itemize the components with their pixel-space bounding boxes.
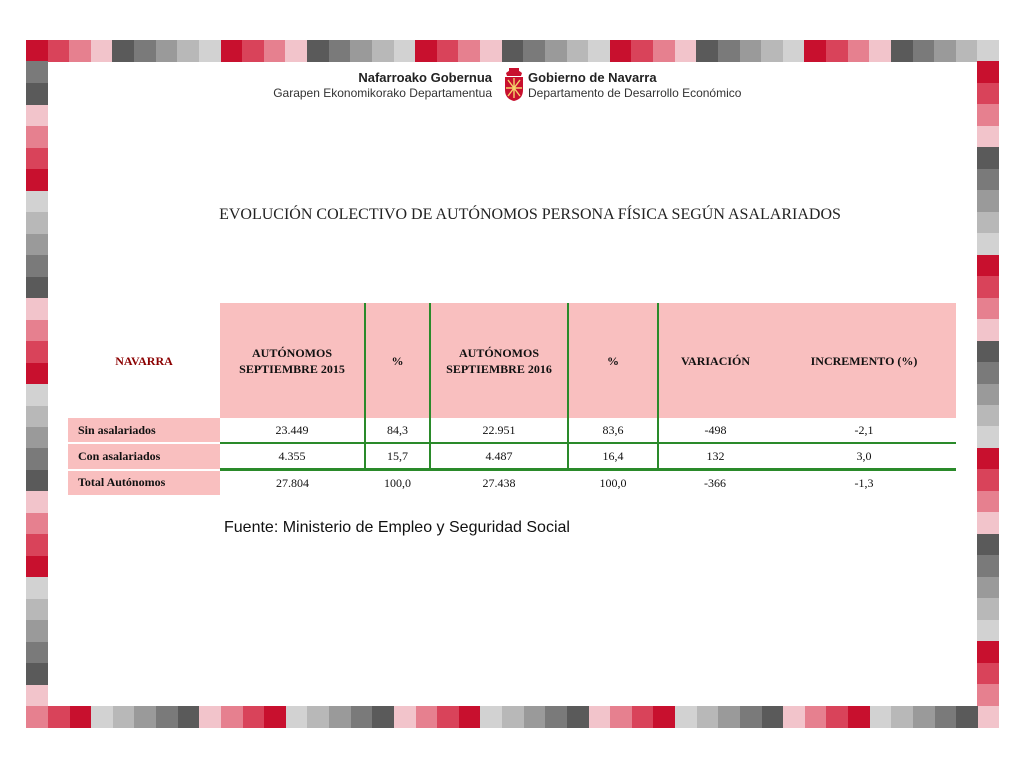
- header-spanish-name: Gobierno de Navarra: [528, 70, 657, 85]
- frame-square: [977, 104, 999, 126]
- row-label: Con asalariados: [68, 443, 220, 470]
- frame-square: [26, 83, 48, 105]
- frame-square: [177, 706, 199, 728]
- frame-square: [977, 83, 999, 105]
- frame-square: [329, 706, 351, 728]
- frame-square: [480, 40, 502, 62]
- frame-square: [740, 40, 762, 62]
- frame-square: [545, 706, 567, 728]
- frame-square: [69, 40, 91, 62]
- source-note: Fuente: Ministerio de Empleo y Seguridad Social: [224, 519, 570, 536]
- frame-square: [221, 706, 243, 728]
- frame-square: [545, 40, 567, 62]
- frame-square: [977, 706, 999, 728]
- frame-square: [480, 706, 502, 728]
- table-row: [68, 443, 956, 470]
- column-header: %: [365, 303, 430, 418]
- frame-square: [696, 40, 718, 62]
- frame-square: [26, 276, 48, 298]
- column-header: AUTÓNOMOS SEPTIEMBRE 2015: [220, 303, 365, 418]
- frame-square: [372, 706, 394, 728]
- frame-square: [977, 684, 999, 706]
- column-header: VARIACIÓN: [658, 303, 772, 418]
- frame-square: [26, 555, 48, 577]
- frame-square: [26, 255, 48, 277]
- frame-square: [199, 706, 221, 728]
- frame-square: [285, 40, 307, 62]
- frame-square: [977, 319, 999, 341]
- frame-square: [977, 255, 999, 277]
- table-cell: 4.355: [220, 443, 365, 470]
- frame-square: [977, 598, 999, 620]
- table-cell: 4.487: [430, 443, 568, 470]
- table-cell: -366: [704, 475, 726, 490]
- frame-square: [242, 706, 264, 728]
- header-spanish-department: Departamento de Desarrollo Económico: [528, 86, 742, 100]
- frame-square: [26, 169, 48, 191]
- row-label: Total Autónomos: [68, 470, 220, 496]
- frame-square: [26, 706, 48, 728]
- frame-square: [977, 233, 999, 255]
- frame-square: [177, 40, 199, 62]
- frame-square: [783, 706, 805, 728]
- frame-square: [26, 384, 48, 406]
- frame-square: [977, 405, 999, 427]
- frame-square: [977, 61, 999, 83]
- frame-square: [26, 298, 48, 320]
- frame-square: [350, 706, 372, 728]
- table-cell: -498: [658, 418, 772, 443]
- table-cell: -2,1: [772, 418, 956, 443]
- table-cell: 22.951: [430, 418, 568, 443]
- frame-square: [394, 40, 416, 62]
- frame-square: [26, 641, 48, 663]
- frame-square: [913, 706, 935, 728]
- frame-square: [285, 706, 307, 728]
- frame-square: [69, 706, 91, 728]
- frame-square: [26, 212, 48, 234]
- frame-square: [307, 40, 329, 62]
- frame-square: [91, 706, 113, 728]
- frame-square: [26, 491, 48, 513]
- column-header: AUTÓNOMOS SEPTIEMBRE 2016: [430, 303, 568, 418]
- frame-square: [977, 298, 999, 320]
- frame-square: [437, 706, 459, 728]
- frame-square: [26, 512, 48, 534]
- table-cell: 100,0: [384, 475, 411, 490]
- frame-square: [696, 706, 718, 728]
- frame-square: [502, 40, 524, 62]
- table-header-row: [68, 303, 956, 418]
- frame-square: [977, 426, 999, 448]
- frame-square: [26, 341, 48, 363]
- frame-square: [804, 40, 826, 62]
- table-cell: 100,0: [599, 475, 627, 490]
- frame-square: [826, 40, 848, 62]
- frame-square: [26, 61, 48, 83]
- frame-square: [26, 426, 48, 448]
- frame-square: [977, 341, 999, 363]
- frame-square: [977, 534, 999, 556]
- frame-square: [350, 40, 372, 62]
- frame-square: [913, 40, 935, 62]
- frame-square: [26, 233, 48, 255]
- table-cell: 84,3: [365, 418, 430, 443]
- frame-square: [26, 663, 48, 685]
- frame-square: [675, 706, 697, 728]
- frame-square: [740, 706, 762, 728]
- frame-square: [567, 40, 589, 62]
- frame-square: [26, 126, 48, 148]
- frame-square: [848, 40, 870, 62]
- header-basque-department: Garapen Ekonomikorako Departamentua: [273, 86, 492, 100]
- frame-square: [631, 706, 653, 728]
- frame-square: [934, 40, 956, 62]
- row-label: Sin asalariados: [68, 418, 220, 443]
- frame-square: [977, 555, 999, 577]
- frame-square: [977, 620, 999, 642]
- frame-square: [977, 212, 999, 234]
- frame-square: [826, 706, 848, 728]
- frame-square: [26, 405, 48, 427]
- frame-square: [977, 512, 999, 534]
- frame-square: [977, 491, 999, 513]
- table-row: [68, 470, 956, 496]
- frame-square: [26, 362, 48, 384]
- column-header: INCREMENTO (%): [772, 303, 956, 418]
- frame-square: [977, 126, 999, 148]
- frame-square: [458, 706, 480, 728]
- frame-square: [26, 104, 48, 126]
- frame-square: [977, 641, 999, 663]
- frame-square: [26, 598, 48, 620]
- frame-square: [134, 706, 156, 728]
- frame-square: [761, 40, 783, 62]
- frame-square: [26, 469, 48, 491]
- frame-square: [502, 706, 524, 728]
- frame-square: [934, 706, 956, 728]
- frame-square: [977, 147, 999, 169]
- frame-square: [26, 190, 48, 212]
- data-table: [68, 303, 956, 495]
- table-cell: 27.804: [276, 475, 309, 490]
- frame-square: [567, 706, 589, 728]
- frame-square: [977, 40, 999, 62]
- frame-square: [891, 40, 913, 62]
- frame-square: [48, 40, 70, 62]
- frame-square: [242, 40, 264, 62]
- frame-square: [718, 706, 740, 728]
- frame-square: [372, 40, 394, 62]
- table-corner-label: NAVARRA: [68, 303, 220, 418]
- frame-square: [977, 169, 999, 191]
- frame-square: [199, 40, 221, 62]
- frame-square: [956, 40, 978, 62]
- frame-square: [26, 40, 48, 62]
- column-header: %: [568, 303, 658, 418]
- frame-square: [26, 620, 48, 642]
- frame-square: [610, 706, 632, 728]
- table-cell: 15,7: [365, 443, 430, 470]
- frame-square: [631, 40, 653, 62]
- frame-square: [415, 40, 437, 62]
- frame-square: [26, 684, 48, 706]
- frame-square: [394, 706, 416, 728]
- frame-square: [26, 319, 48, 341]
- frame-square: [221, 40, 243, 62]
- frame-square: [869, 706, 891, 728]
- frame-square: [307, 706, 329, 728]
- frame-square: [977, 384, 999, 406]
- table-cell: -1,3: [854, 475, 874, 490]
- frame-square: [848, 706, 870, 728]
- table-cell: 27.438: [482, 475, 516, 490]
- frame-square: [264, 40, 286, 62]
- table-cell: 23.449: [220, 418, 365, 443]
- page-title: EVOLUCIÓN COLECTIVO DE AUTÓNOMOS PERSONA FÍSICA SEGÚN ASALARIADOS: [219, 206, 841, 223]
- header-basque-name: Nafarroako Gobernua: [358, 70, 492, 85]
- table-cell: 16,4: [568, 443, 658, 470]
- frame-square: [956, 706, 978, 728]
- frame-square: [977, 276, 999, 298]
- frame-square: [653, 40, 675, 62]
- frame-square: [588, 40, 610, 62]
- frame-square: [156, 706, 178, 728]
- frame-square: [112, 40, 134, 62]
- frame-square: [329, 40, 351, 62]
- frame-square: [26, 534, 48, 556]
- table-row: [68, 418, 956, 443]
- frame-square: [653, 706, 675, 728]
- frame-square: [458, 40, 480, 62]
- frame-square: [610, 40, 632, 62]
- frame-square: [437, 40, 459, 62]
- frame-square: [26, 147, 48, 169]
- frame-square: [26, 448, 48, 470]
- frame-square: [977, 448, 999, 470]
- frame-square: [523, 706, 545, 728]
- frame-square: [588, 706, 610, 728]
- frame-square: [26, 577, 48, 599]
- frame-square: [264, 706, 286, 728]
- frame-square: [977, 577, 999, 599]
- frame-square: [415, 706, 437, 728]
- frame-square: [523, 40, 545, 62]
- frame-square: [761, 706, 783, 728]
- frame-square: [718, 40, 740, 62]
- frame-square: [977, 362, 999, 384]
- navarra-crest-icon: [501, 64, 527, 102]
- frame-square: [977, 663, 999, 685]
- table-cell: 3,0: [772, 443, 956, 470]
- frame-square: [156, 40, 178, 62]
- table-cell: 83,6: [568, 418, 658, 443]
- frame-square: [783, 40, 805, 62]
- frame-square: [977, 469, 999, 491]
- frame-square: [977, 190, 999, 212]
- table-cell: 132: [658, 443, 772, 470]
- frame-square: [134, 40, 156, 62]
- frame-square: [112, 706, 134, 728]
- frame-square: [675, 40, 697, 62]
- header-logo: [273, 64, 750, 104]
- frame-square: [91, 40, 113, 62]
- frame-square: [869, 40, 891, 62]
- frame-square: [891, 706, 913, 728]
- frame-square: [48, 706, 70, 728]
- frame-square: [804, 706, 826, 728]
